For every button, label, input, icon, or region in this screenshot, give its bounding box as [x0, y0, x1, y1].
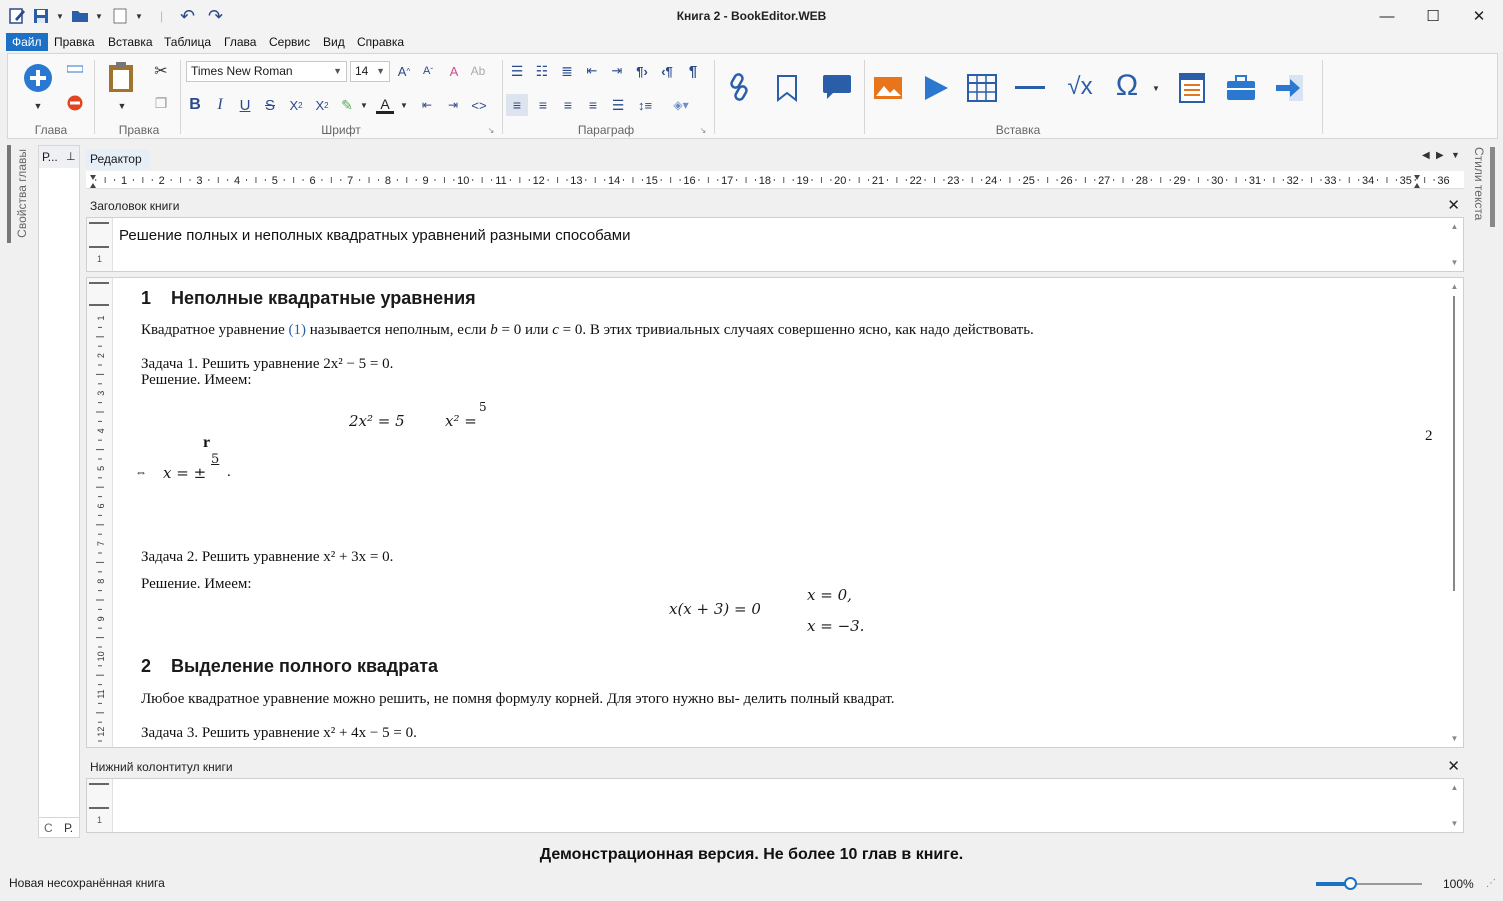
horizontal-line-icon[interactable] — [1014, 74, 1046, 102]
decrease-spacing-icon[interactable]: ⇤ — [421, 98, 433, 112]
bookmark-icon[interactable] — [772, 72, 802, 104]
increase-spacing-icon[interactable]: ⇥ — [447, 98, 459, 112]
ruler-number: 33 — [1324, 175, 1337, 187]
ruler-number: 27 — [1098, 175, 1111, 187]
paragraph-1[interactable]: Квадратное уравнение (1) называется неполным, если b = 0 или c = 0. В этих тривиальных случаях совершенно ясно, как надо действовать. — [141, 322, 1034, 338]
line-spacing-icon[interactable]: ↕≡ — [637, 97, 653, 113]
qa-divider: | — [160, 9, 164, 23]
vruler-number: 3 — [96, 390, 106, 396]
align-justify-icon[interactable]: ≡ — [588, 97, 598, 113]
ruler-number: 34 — [1361, 175, 1375, 187]
minimize-icon[interactable]: — — [1379, 7, 1395, 25]
menu-edit[interactable]: Правка — [54, 35, 95, 49]
heading-1-number: 1 — [141, 288, 152, 308]
highlight-dropdown-icon[interactable]: ▼ — [360, 100, 368, 110]
heading-2-number: 2 — [141, 656, 152, 676]
vruler-margin-marker[interactable] — [89, 282, 109, 284]
ruler-number: 30 — [1211, 175, 1224, 187]
ruler-number: 6 — [309, 175, 316, 187]
highlight-icon[interactable]: ✎ — [341, 96, 353, 113]
equation-2b[interactable]: x = 0, — [807, 586, 852, 604]
chevron-down-icon: ▼ — [333, 66, 342, 76]
multilevel-list-icon[interactable]: ≣ — [561, 62, 573, 79]
paste-dropdown-icon[interactable]: ▼ — [117, 101, 127, 111]
undo-icon[interactable]: ↶ — [180, 5, 196, 26]
change-case-icon[interactable]: Ab — [470, 64, 486, 78]
paragraph-2[interactable]: Любое квадратное уравнение можно решить, не помня формулу корней. Для этого нужно вы- делить полный квадрат. — [141, 691, 895, 707]
ruler-number: 16 — [683, 175, 696, 187]
ruler-number: 29 — [1173, 175, 1186, 187]
ruler-right-indent-marker[interactable] — [1414, 175, 1420, 188]
font-family-value: Times New Roman — [191, 64, 293, 78]
ribbon-separator — [1322, 60, 1323, 134]
task-3[interactable]: Задача 3. Решить уравнение x² + 4x − 5 = 0. — [141, 725, 417, 741]
group-label-paragraph: Параграф — [577, 123, 635, 137]
main-scrollbar[interactable] — [1446, 278, 1463, 747]
ruler-number: 4 — [234, 175, 241, 187]
editor-tab[interactable]: Редактор — [86, 149, 150, 169]
footer-section-label: Нижний колонтитул книги — [90, 760, 233, 774]
font-family-select[interactable] — [186, 61, 347, 82]
menu-bar — [0, 32, 1503, 52]
group-label-insert: Вставка — [995, 123, 1041, 137]
add-chapter-dropdown-icon[interactable]: ▼ — [33, 101, 43, 111]
ltr-icon[interactable]: ¶› — [636, 63, 648, 79]
scroll-up-icon[interactable]: ▲ — [1450, 222, 1459, 231]
copy-icon[interactable]: ❐ — [154, 94, 168, 111]
ruler-number: 28 — [1135, 175, 1149, 187]
rtl-icon[interactable]: ‹¶ — [661, 63, 673, 79]
align-right-icon[interactable]: ≡ — [563, 97, 573, 113]
equation-2a[interactable]: x(x + 3) = 0 — [669, 600, 761, 618]
vruler-number: 2 — [96, 353, 106, 359]
equation-1a[interactable]: 2x² = 5 — [349, 412, 405, 430]
pin-icon[interactable]: ⊥ — [66, 151, 76, 163]
vruler-number: 9 — [96, 616, 106, 622]
chapter-properties-label: Свойства главы — [15, 149, 29, 238]
menu-help[interactable]: Справка — [357, 35, 405, 49]
menu-view[interactable]: Вид — [323, 35, 345, 49]
font-size-select[interactable] — [350, 61, 390, 82]
group-label-font: Шрифт — [321, 123, 361, 137]
left-bottom-tab-1[interactable]: С — [44, 821, 53, 835]
chapter-properties-strip[interactable] — [7, 145, 32, 845]
main-editor-pane[interactable] — [86, 277, 1464, 748]
ruler-number: 36 — [1437, 175, 1450, 187]
equation-1b-numerator: 5 — [479, 400, 487, 414]
font-color-dropdown-icon[interactable]: ▼ — [400, 100, 408, 110]
ruler-number: 25 — [1022, 175, 1035, 187]
ruler-number: 20 — [834, 175, 847, 187]
demo-banner: Демонстрационная версия. Не более 10 глав в книге. — [539, 846, 964, 863]
menu-file[interactable]: Файл — [6, 33, 48, 51]
left-bottom-tab-2[interactable]: Р. — [64, 821, 74, 835]
ruler-number: 9 — [422, 175, 429, 187]
tab-list-icon[interactable]: ▼ — [1451, 150, 1460, 160]
vruler-number: 1 — [96, 315, 106, 321]
bullet-list-icon[interactable]: ☰ — [510, 62, 524, 79]
ruler-left-indent-marker[interactable] — [90, 175, 96, 188]
shading-icon[interactable]: ◈▾ — [673, 98, 689, 112]
header-scrollbar[interactable] — [1446, 218, 1463, 271]
header-section-label: Заголовок книги — [90, 199, 180, 213]
align-left-icon[interactable]: ≡ — [506, 94, 528, 116]
superscript-icon[interactable]: X 2 — [315, 97, 329, 113]
text-styles-label: Стили текста — [1472, 147, 1486, 221]
decrease-indent-icon[interactable]: ⇤ — [586, 63, 598, 78]
menu-table[interactable]: Таблица — [164, 35, 212, 49]
window-title: Книга 2 - BookEditor.WEB — [676, 9, 827, 23]
zoom-slider-thumb[interactable] — [1344, 877, 1357, 890]
ruler-number: 12 — [532, 175, 545, 187]
status-text: Новая несохранённая книга — [9, 876, 165, 890]
close-window-icon[interactable]: ✕ — [1472, 8, 1486, 25]
table-icon[interactable] — [966, 74, 998, 102]
save-dropdown-icon[interactable]: ▼ — [56, 11, 64, 21]
vruler-number: 12 — [96, 726, 106, 737]
paste-icon[interactable] — [106, 60, 136, 94]
status-bar — [0, 873, 1503, 895]
align-center-icon[interactable]: ≡ — [538, 97, 548, 113]
ribbon-separator — [94, 60, 95, 134]
code-icon[interactable]: <> — [471, 97, 487, 113]
show-formatting-icon[interactable]: ¶ — [688, 62, 698, 80]
ruler-number: 21 — [871, 175, 885, 187]
ruler-number: 17 — [721, 175, 734, 187]
vruler-margin-marker[interactable] — [89, 304, 109, 306]
tab-scroll-left-icon[interactable]: ◀ — [1422, 150, 1430, 161]
page-break-icon[interactable] — [1176, 72, 1208, 104]
paragraph-dialog-launcher-icon[interactable]: ↘ — [699, 125, 707, 135]
ruler-number: 23 — [947, 175, 960, 187]
ribbon-separator — [180, 60, 181, 134]
vruler-number: 4 — [96, 428, 106, 434]
close-footer-icon[interactable]: ✕ — [1447, 758, 1460, 775]
menu-chapter[interactable]: Глава — [224, 35, 257, 49]
redo-icon[interactable]: ↷ — [208, 5, 224, 26]
scroll-thumb[interactable] — [1453, 296, 1455, 591]
vruler-number: 10 — [96, 651, 106, 662]
scroll-down-icon[interactable]: ▼ — [1450, 819, 1459, 828]
heading-2[interactable]: Выделение полного квадрата — [171, 656, 439, 676]
numbered-list-icon[interactable]: ☷ — [535, 62, 549, 79]
link-icon[interactable] — [724, 70, 754, 104]
underline-icon[interactable]: U — [239, 96, 251, 114]
ribbon-separator — [502, 60, 503, 134]
ruler-number: 18 — [758, 175, 772, 187]
scroll-up-icon[interactable]: ▲ — [1450, 282, 1459, 291]
group-label-chapter: Глава — [34, 123, 68, 137]
equation-2c[interactable]: x = −3. — [807, 617, 865, 635]
italic-icon[interactable]: I — [217, 96, 223, 113]
header-section-title — [86, 196, 1464, 216]
chapter-list-panel — [38, 145, 80, 838]
book-header-text[interactable]: Решение полных и неполных квадратных уравнений разными способами — [119, 227, 631, 244]
solution-1-label[interactable]: Решение. Имеем: — [141, 372, 252, 388]
ribbon — [7, 53, 1498, 139]
ruler-number: 11 — [495, 175, 507, 187]
chapter-minimize-icon[interactable] — [66, 64, 84, 74]
horizontal-ruler[interactable] — [86, 171, 1464, 189]
header-pane[interactable] — [86, 217, 1464, 272]
image-icon[interactable] — [872, 74, 904, 102]
vertical-ruler: 1 — [87, 218, 113, 271]
clear-format-icon[interactable]: A — [449, 63, 459, 79]
group-label-edit: Правка — [118, 123, 160, 137]
delete-chapter-icon[interactable] — [66, 94, 84, 112]
equation-1c[interactable]: x = ± — [163, 464, 207, 482]
add-chapter-icon[interactable] — [22, 62, 54, 94]
chevron-down-icon: ▼ — [376, 66, 385, 76]
title-bar — [0, 0, 1503, 32]
font-size-value: 14 — [355, 64, 369, 78]
ruler-number: 26 — [1060, 175, 1073, 187]
tab-scroll-right-icon[interactable]: ▶ — [1436, 150, 1444, 161]
task-2[interactable]: Задача 2. Решить уравнение x² + 3x = 0. — [141, 549, 394, 565]
font-color-icon[interactable]: A — [376, 96, 394, 114]
ruler-number: 35 — [1399, 175, 1412, 187]
ruler-number: 3 — [196, 175, 203, 187]
footer-section-title — [86, 757, 1464, 777]
equivalence-arrow: ⇔ — [135, 465, 147, 479]
bold-icon[interactable]: B — [189, 96, 201, 113]
page-number: 2 — [1425, 428, 1433, 444]
font-dialog-launcher-icon[interactable]: ↘ — [487, 125, 495, 135]
symbol-dropdown-icon[interactable]: ▼ — [1152, 83, 1160, 93]
cut-icon[interactable]: ✂ — [154, 63, 168, 80]
ruler-number: 31 — [1248, 175, 1262, 187]
task-1[interactable]: Задача 1. Решить уравнение 2x² − 5 = 0. — [141, 356, 394, 372]
vruler-number: 6 — [96, 503, 106, 509]
increase-indent-icon[interactable]: ⇥ — [611, 63, 623, 78]
ruler-number: 24 — [984, 175, 998, 187]
scroll-up-icon[interactable]: ▲ — [1450, 783, 1459, 792]
ruler-number: 19 — [796, 175, 809, 187]
equation-1c-period: . — [227, 464, 231, 480]
ruler-number: 10 — [457, 175, 470, 187]
open-dropdown-icon[interactable]: ▼ — [95, 11, 103, 21]
ruler-number: 2 — [158, 175, 165, 187]
ruler-number: 15 — [645, 175, 658, 187]
close-header-icon[interactable]: ✕ — [1447, 197, 1460, 214]
vruler-number: 8 — [96, 578, 106, 584]
text-styles-strip[interactable] — [1470, 145, 1495, 845]
formula-icon[interactable]: √x — [1067, 73, 1093, 100]
radical-mark: r — [203, 434, 211, 451]
solution-2-label[interactable]: Решение. Имеем: — [141, 576, 252, 592]
ruler-number: 14 — [607, 175, 621, 187]
ruler-number: 8 — [384, 175, 391, 187]
left-panel-tab[interactable]: Р... — [39, 146, 79, 168]
maximize-icon[interactable]: ☐ — [1426, 8, 1440, 25]
footer-scrollbar[interactable] — [1446, 779, 1463, 832]
menu-service[interactable]: Сервис — [269, 35, 311, 49]
ribbon-separator — [714, 60, 715, 134]
ruler-number: 1 — [120, 175, 128, 187]
ruler-number: 7 — [347, 175, 354, 187]
footer-pane[interactable] — [86, 778, 1464, 833]
scroll-down-icon[interactable]: ▼ — [1450, 734, 1459, 743]
comment-icon[interactable] — [820, 72, 854, 102]
briefcase-icon[interactable] — [1224, 72, 1258, 104]
vertical-ruler: 1 — [87, 779, 113, 832]
vruler-number: 7 — [96, 541, 106, 547]
ruler-number: 32 — [1286, 175, 1299, 187]
grow-font-icon[interactable]: A ^ — [397, 63, 411, 79]
resize-grip-icon[interactable]: ⋰ — [1486, 878, 1496, 889]
ruler-number: 22 — [909, 175, 922, 187]
symbol-icon[interactable]: Ω — [1115, 69, 1139, 102]
video-icon[interactable] — [920, 74, 952, 102]
zoom-value: 100% — [1443, 877, 1474, 891]
vruler-number: 5 — [96, 465, 106, 471]
insert-file-icon[interactable] — [1274, 72, 1306, 104]
shrink-font-icon[interactable]: A ˇ — [422, 65, 433, 77]
ruler-number: 13 — [570, 175, 583, 187]
vruler-number: 11 — [96, 689, 106, 699]
strikethrough-icon[interactable]: S — [264, 96, 275, 114]
menu-insert[interactable]: Вставка — [108, 35, 153, 49]
heading-1[interactable]: Неполные квадратные уравнения — [171, 288, 476, 308]
equation-1c-numerator: 5 — [211, 452, 220, 467]
ruler-number: 5 — [271, 175, 278, 187]
subscript-icon[interactable]: X 2 — [289, 97, 303, 113]
new-dropdown-icon[interactable]: ▼ — [135, 11, 143, 21]
scroll-down-icon[interactable]: ▼ — [1450, 258, 1459, 267]
distributed-icon[interactable]: ☰ — [611, 96, 625, 113]
equation-1b[interactable]: x² = — [445, 412, 477, 430]
vertical-ruler — [87, 278, 113, 747]
